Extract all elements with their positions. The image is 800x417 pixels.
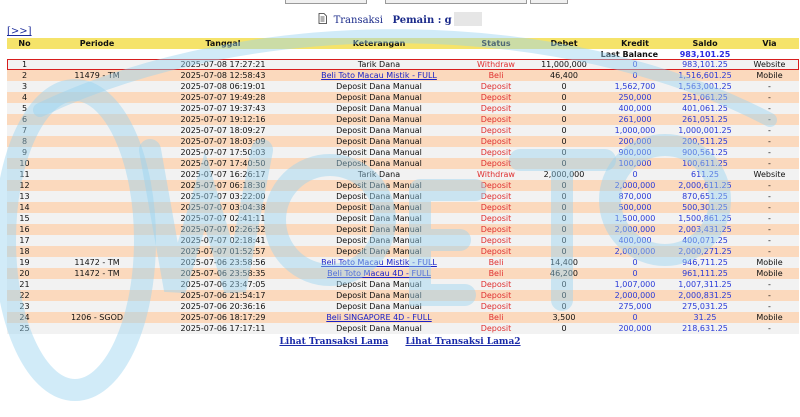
cell-status: Withdraw (464, 169, 528, 180)
cell-debet: 2,000,000 (528, 169, 600, 180)
cell-keterangan: Deposit Dana Manual (294, 103, 464, 114)
cell-saldo: 100,611.25 (670, 158, 740, 169)
cell-debet: 0 (528, 246, 600, 257)
cell-via: - (740, 180, 799, 191)
bet-detail-link[interactable]: Beli Toto Macau Mistik - FULL (321, 258, 437, 267)
table-row (7, 224, 799, 235)
cell-kredit: 2,000,000 (600, 180, 670, 191)
cell-kredit: 2,000,000 (600, 246, 670, 257)
cell-periode (42, 301, 152, 312)
table-row (7, 279, 799, 290)
table-row (7, 213, 799, 224)
transaction-rows (7, 59, 799, 334)
cell-via: - (740, 213, 799, 224)
cell-no: 3 (7, 81, 42, 92)
cell-debet: 0 (528, 147, 600, 158)
cell-tanggal: 2025-07-06 17:17:11 (152, 323, 294, 334)
cell-debet: 0 (528, 323, 600, 334)
old-transactions-link-2[interactable]: Lihat Transaksi Lama2 (405, 337, 521, 347)
cell-tanggal: 2025-07-08 12:58:43 (152, 70, 294, 81)
cell-status: Withdraw (464, 59, 528, 70)
cell-saldo: 900,561.25 (670, 147, 740, 158)
cell-via: - (740, 114, 799, 125)
cell-kredit: 1,000,000 (600, 125, 670, 136)
cell-kredit: 200,000 (600, 136, 670, 147)
cell-saldo: 1,500,861.25 (670, 213, 740, 224)
cell-no: 4 (7, 92, 42, 103)
cell-debet: 0 (528, 301, 600, 312)
top-control-stub-right[interactable] (385, 0, 527, 4)
cell-periode (42, 235, 152, 246)
cell-via: - (740, 290, 799, 301)
cell-saldo: 1,007,311.25 (670, 279, 740, 290)
cell-via: - (740, 235, 799, 246)
cell-periode (42, 81, 152, 92)
cell-no: 16 (7, 224, 42, 235)
col-header-tanggal: Tanggal (152, 38, 294, 49)
cell-saldo: 1,516,601.25 (670, 70, 740, 81)
cell-tanggal: 2025-07-08 17:27:21 (152, 59, 294, 70)
cell-keterangan: Deposit Dana Manual (294, 290, 464, 301)
cell-keterangan: Tarik Dana (294, 59, 464, 70)
player-label: Pemain : (392, 15, 442, 26)
table-row (7, 290, 799, 301)
cell-via: Mobile (740, 70, 799, 81)
table-row (7, 147, 799, 158)
cell-no: 11 (7, 169, 42, 180)
cell-debet: 46,200 (528, 268, 600, 279)
cell-no: 17 (7, 235, 42, 246)
cell-debet: 0 (528, 235, 600, 246)
cell-via: - (740, 191, 799, 202)
cell-debet: 0 (528, 92, 600, 103)
cell-status: Beli (464, 312, 528, 323)
player-value: g (444, 15, 452, 26)
cell-no: 9 (7, 147, 42, 158)
table-row (7, 81, 799, 92)
cell-no: 24 (7, 312, 42, 323)
cell-debet: 0 (528, 114, 600, 125)
cell-keterangan: Deposit Dana Manual (294, 81, 464, 92)
cell-keterangan: Deposit Dana Manual (294, 224, 464, 235)
cell-periode (42, 169, 152, 180)
cell-via: - (740, 202, 799, 213)
cell-kredit: 0 (600, 257, 670, 268)
cell-kredit: 0 (600, 59, 670, 70)
cell-tanggal: 2025-07-06 23:58:35 (152, 268, 294, 279)
player-name-redaction (454, 12, 482, 26)
table-row (7, 103, 799, 114)
cell-debet: 0 (528, 81, 600, 92)
cell-kredit: 0 (600, 70, 670, 81)
cell-periode (42, 136, 152, 147)
table-row (7, 169, 799, 180)
cell-tanggal: 2025-07-07 02:26:52 (152, 224, 294, 235)
cell-tanggal: 2025-07-07 06:18:30 (152, 180, 294, 191)
table-row (7, 92, 799, 103)
cell-periode (42, 147, 152, 158)
cell-status: Deposit (464, 224, 528, 235)
last-balance-label: Last Balance (7, 49, 670, 59)
cell-status: Deposit (464, 213, 528, 224)
cell-saldo: 2,000,271.25 (670, 246, 740, 257)
cell-debet: 46,400 (528, 70, 600, 81)
cell-kredit: 400,000 (600, 103, 670, 114)
cell-periode: 11472 - TM (42, 268, 152, 279)
cell-keterangan: Deposit Dana Manual (294, 301, 464, 312)
last-balance-empty (740, 49, 799, 59)
table-row (7, 158, 799, 169)
cell-tanggal: 2025-07-07 17:50:03 (152, 147, 294, 158)
cell-saldo: 218,631.25 (670, 323, 740, 334)
cell-keterangan: Deposit Dana Manual (294, 279, 464, 290)
cell-keterangan: Deposit Dana Manual (294, 158, 464, 169)
cell-via: - (740, 92, 799, 103)
cell-via: Mobile (740, 268, 799, 279)
col-header-kredit: Kredit (600, 38, 670, 49)
cell-saldo: 1,563,001.25 (670, 81, 740, 92)
cell-kredit: 200,000 (600, 323, 670, 334)
cell-debet: 0 (528, 224, 600, 235)
last-balance-value: 983,101.25 (670, 49, 740, 59)
cell-tanggal: 2025-07-07 16:26:17 (152, 169, 294, 180)
cell-keterangan: Deposit Dana Manual (294, 147, 464, 158)
cell-tanggal: 2025-07-07 19:37:43 (152, 103, 294, 114)
cell-tanggal: 2025-07-07 02:18:41 (152, 235, 294, 246)
cell-tanggal: 2025-07-07 17:40:50 (152, 158, 294, 169)
cell-status: Deposit (464, 202, 528, 213)
cell-no: 21 (7, 279, 42, 290)
col-header-via: Via (740, 38, 799, 49)
cell-kredit: 275,000 (600, 301, 670, 312)
cell-saldo: 200,511.25 (670, 136, 740, 147)
cell-periode (42, 103, 152, 114)
cell-keterangan: Deposit Dana Manual (294, 136, 464, 147)
cell-via: Website (740, 169, 799, 180)
table-row (7, 180, 799, 191)
cell-saldo: 261,051.25 (670, 114, 740, 125)
cell-periode (42, 202, 152, 213)
table-row (7, 125, 799, 136)
cell-tanggal: 2025-07-07 01:52:57 (152, 246, 294, 257)
cell-via: - (740, 246, 799, 257)
cell-saldo: 1,000,001.25 (670, 125, 740, 136)
cell-no: 22 (7, 290, 42, 301)
cell-keterangan: Deposit Dana Manual (294, 92, 464, 103)
cell-no: 20 (7, 268, 42, 279)
cell-no: 2 (7, 70, 42, 81)
cell-keterangan: Deposit Dana Manual (294, 202, 464, 213)
cell-status: Beli (464, 268, 528, 279)
cell-periode (42, 180, 152, 191)
cell-status: Deposit (464, 301, 528, 312)
table-row (7, 301, 799, 312)
cell-keterangan: Tarik Dana (294, 169, 464, 180)
cell-via: Mobile (740, 312, 799, 323)
cell-status: Deposit (464, 92, 528, 103)
cell-periode: 1206 - SGOD (42, 312, 152, 323)
table-row (7, 202, 799, 213)
cell-debet: 0 (528, 180, 600, 191)
col-header-keterangan: Keterangan (294, 38, 464, 49)
cell-status: Beli (464, 70, 528, 81)
title-text: Transaksi (333, 15, 383, 26)
cell-saldo: 401,061.25 (670, 103, 740, 114)
table-row (7, 70, 799, 81)
bet-detail-link[interactable]: Beli SINGAPORE 4D - FULL (326, 313, 432, 322)
cell-no: 25 (7, 323, 42, 334)
cell-no: 6 (7, 114, 42, 125)
cell-periode (42, 59, 152, 70)
cell-status: Deposit (464, 235, 528, 246)
document-icon (318, 13, 327, 27)
table-row-highlighted (7, 59, 799, 70)
cell-periode: 11479 - TM (42, 70, 152, 81)
cell-saldo: 870,651.25 (670, 191, 740, 202)
cell-no: 23 (7, 301, 42, 312)
cell-status: Deposit (464, 246, 528, 257)
cell-periode (42, 290, 152, 301)
cell-keterangan: Deposit Dana Manual (294, 246, 464, 257)
cell-debet: 11,000,000 (528, 59, 600, 70)
cell-saldo: 500,301.25 (670, 202, 740, 213)
cell-debet: 0 (528, 158, 600, 169)
cell-no: 18 (7, 246, 42, 257)
cell-tanggal: 2025-07-07 18:03:09 (152, 136, 294, 147)
cell-via: - (740, 103, 799, 114)
col-header-status: Status (464, 38, 528, 49)
cell-via: - (740, 224, 799, 235)
top-control-stub-button[interactable] (530, 0, 568, 4)
cell-debet: 0 (528, 290, 600, 301)
cell-no: 1 (7, 59, 42, 70)
cell-via: Mobile (740, 257, 799, 268)
cell-kredit: 1,562,700 (600, 81, 670, 92)
col-header-periode: Periode (42, 38, 152, 49)
cell-tanggal: 2025-07-06 23:58:56 (152, 257, 294, 268)
cell-periode (42, 323, 152, 334)
cell-keterangan: Deposit Dana Manual (294, 235, 464, 246)
table-row (7, 246, 799, 257)
cell-via: Website (740, 59, 799, 70)
cell-debet: 3,500 (528, 312, 600, 323)
table-row (7, 136, 799, 147)
cell-no: 12 (7, 180, 42, 191)
cell-kredit: 250,000 (600, 92, 670, 103)
cell-saldo: 2,003,431.25 (670, 224, 740, 235)
cell-tanggal: 2025-07-07 02:41:11 (152, 213, 294, 224)
cell-saldo: 961,111.25 (670, 268, 740, 279)
cell-periode (42, 213, 152, 224)
cell-debet: 0 (528, 279, 600, 290)
table-row (7, 323, 799, 334)
cell-debet: 0 (528, 202, 600, 213)
cell-keterangan (294, 312, 464, 323)
old-transactions-link[interactable]: Lihat Transaksi Lama (279, 337, 389, 347)
last-balance-row (7, 49, 799, 59)
cell-status: Deposit (464, 290, 528, 301)
col-header-saldo: Saldo (670, 38, 740, 49)
cell-kredit: 261,000 (600, 114, 670, 125)
cell-tanggal: 2025-07-07 18:09:27 (152, 125, 294, 136)
page-title (0, 12, 800, 27)
cell-kredit: 400,000 (600, 235, 670, 246)
cell-tanggal: 2025-07-06 18:17:29 (152, 312, 294, 323)
cell-saldo: 31.25 (670, 312, 740, 323)
cell-kredit: 500,000 (600, 202, 670, 213)
cell-saldo: 2,000,831.25 (670, 290, 740, 301)
cell-periode (42, 246, 152, 257)
cell-tanggal: 2025-07-07 03:04:38 (152, 202, 294, 213)
cell-debet: 0 (528, 191, 600, 202)
cell-via: - (740, 279, 799, 290)
cell-no: 5 (7, 103, 42, 114)
cell-status: Deposit (464, 114, 528, 125)
transaction-table (7, 38, 799, 334)
cell-status: Deposit (464, 191, 528, 202)
cell-keterangan (294, 70, 464, 81)
cell-no: 19 (7, 257, 42, 268)
table-row (7, 268, 799, 279)
cell-kredit: 2,000,000 (600, 290, 670, 301)
cell-periode (42, 92, 152, 103)
cell-saldo: 2,000,611.25 (670, 180, 740, 191)
cell-keterangan: Deposit Dana Manual (294, 114, 464, 125)
cell-debet: 0 (528, 136, 600, 147)
cell-saldo: 251,061.25 (670, 92, 740, 103)
cell-status: Deposit (464, 103, 528, 114)
cell-status: Deposit (464, 323, 528, 334)
cell-kredit: 870,000 (600, 191, 670, 202)
cell-saldo: 400,071.25 (670, 235, 740, 246)
cell-periode (42, 224, 152, 235)
cell-status: Beli (464, 257, 528, 268)
cell-tanggal: 2025-07-08 06:19:01 (152, 81, 294, 92)
cell-via: - (740, 125, 799, 136)
cell-kredit: 0 (600, 312, 670, 323)
bet-detail-link[interactable]: Beli Toto Macau Mistik - FULL (321, 71, 437, 80)
cell-tanggal: 2025-07-07 19:49:28 (152, 92, 294, 103)
cell-no: 7 (7, 125, 42, 136)
cell-kredit: 0 (600, 169, 670, 180)
table-header-row (7, 38, 799, 49)
cell-tanggal: 2025-07-07 19:12:16 (152, 114, 294, 125)
footer-links (0, 337, 800, 347)
table-row (7, 257, 799, 268)
table-row (7, 235, 799, 246)
cell-no: 13 (7, 191, 42, 202)
cell-saldo: 983,101.25 (670, 59, 740, 70)
cell-kredit: 100,000 (600, 158, 670, 169)
cell-tanggal: 2025-07-06 21:54:17 (152, 290, 294, 301)
cell-no: 14 (7, 202, 42, 213)
cell-keterangan: Deposit Dana Manual (294, 125, 464, 136)
cell-via: - (740, 158, 799, 169)
cell-via: - (740, 136, 799, 147)
cell-keterangan: Deposit Dana Manual (294, 213, 464, 224)
cell-no: 8 (7, 136, 42, 147)
cell-periode (42, 158, 152, 169)
cell-debet: 14,400 (528, 257, 600, 268)
table-row (7, 312, 799, 323)
cell-tanggal: 2025-07-06 23:47:05 (152, 279, 294, 290)
cell-via: - (740, 323, 799, 334)
cell-status: Deposit (464, 81, 528, 92)
cell-tanggal: 2025-07-06 20:36:16 (152, 301, 294, 312)
cell-periode (42, 114, 152, 125)
cell-no: 10 (7, 158, 42, 169)
table-row (7, 191, 799, 202)
cell-periode (42, 191, 152, 202)
cell-periode (42, 125, 152, 136)
cell-status: Deposit (464, 279, 528, 290)
cell-status: Deposit (464, 136, 528, 147)
cell-status: Deposit (464, 180, 528, 191)
cell-via: - (740, 81, 799, 92)
cell-no: 15 (7, 213, 42, 224)
cell-periode: 11472 - TM (42, 257, 152, 268)
cell-kredit: 2,000,000 (600, 224, 670, 235)
cell-debet: 0 (528, 213, 600, 224)
cell-keterangan: Deposit Dana Manual (294, 180, 464, 191)
cell-status: Deposit (464, 125, 528, 136)
cell-saldo: 946,711.25 (670, 257, 740, 268)
cell-status: Deposit (464, 147, 528, 158)
col-header-no: No (7, 38, 42, 49)
cell-via: - (740, 301, 799, 312)
cell-debet: 0 (528, 125, 600, 136)
cell-kredit: 0 (600, 268, 670, 279)
top-control-stub-left[interactable] (285, 0, 367, 4)
cell-keterangan: Deposit Dana Manual (294, 191, 464, 202)
col-header-debet: Debet (528, 38, 600, 49)
expand-link[interactable]: [>>] (7, 26, 32, 37)
cell-via: - (740, 147, 799, 158)
cell-saldo: 275,031.25 (670, 301, 740, 312)
bet-detail-link[interactable]: Beli Toto Macau 4D - FULL (327, 269, 431, 278)
cell-tanggal: 2025-07-07 03:22:00 (152, 191, 294, 202)
table-row (7, 114, 799, 125)
cell-kredit: 900,000 (600, 147, 670, 158)
cell-keterangan (294, 257, 464, 268)
cell-keterangan (294, 268, 464, 279)
cell-debet: 0 (528, 103, 600, 114)
cell-kredit: 1,007,000 (600, 279, 670, 290)
cell-keterangan: Deposit Dana Manual (294, 323, 464, 334)
cell-kredit: 1,500,000 (600, 213, 670, 224)
cell-saldo: 611.25 (670, 169, 740, 180)
cell-periode (42, 279, 152, 290)
cell-status: Deposit (464, 158, 528, 169)
